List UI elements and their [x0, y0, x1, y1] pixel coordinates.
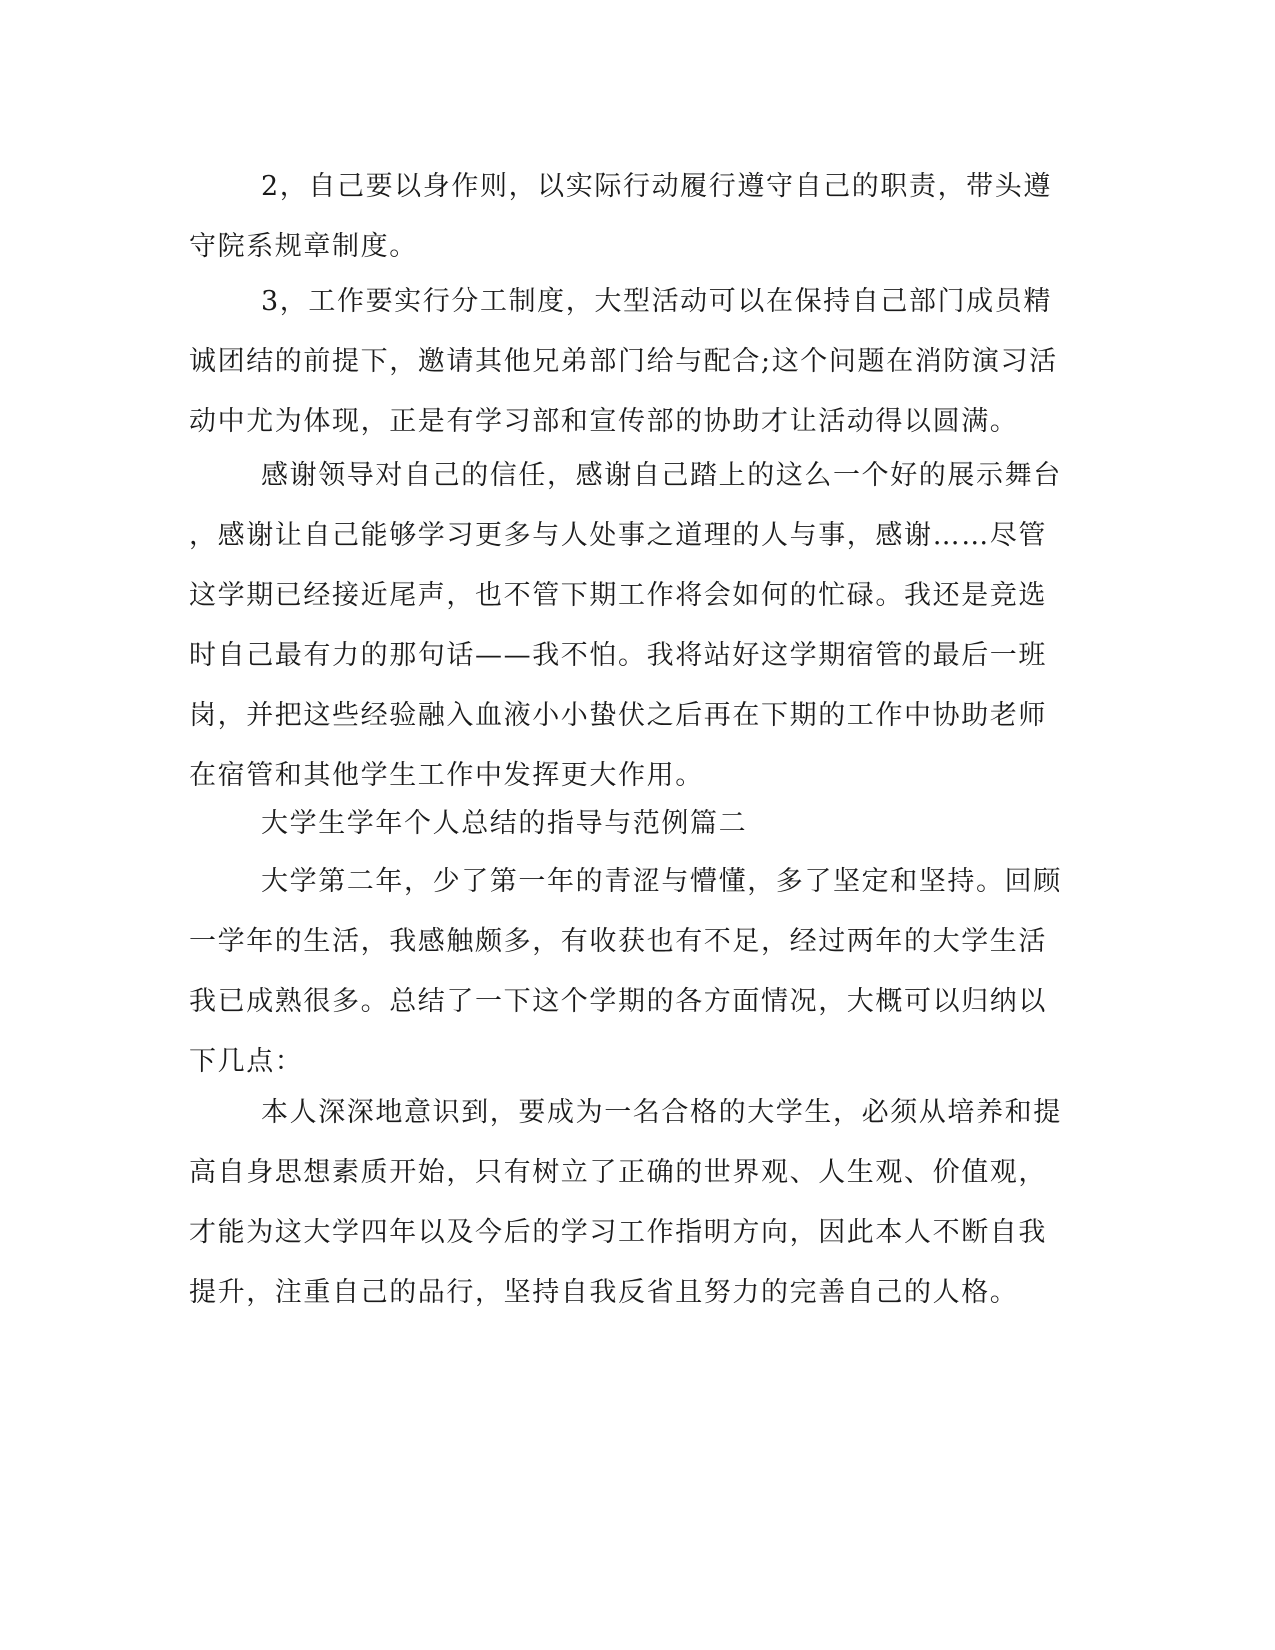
paragraph-self-improvement — [189, 1083, 1074, 1323]
text-line: 高自身思想素质开始，只有树立了正确的世界观、人生观、价值观， — [189, 1157, 1047, 1188]
text-line: 动中尤为体现，正是有学习部和宣传部的协助才让活动得以圆满。 — [189, 406, 1019, 437]
text-line: 3，工作要实行分工制度，大型活动可以在保持自己部门成员精 — [261, 286, 1052, 317]
text-line: 诚团结的前提下，邀请其他兄弟部门给与配合;这个问题在消防演习活 — [189, 346, 1058, 377]
text-line: 守院系规章制度。 — [189, 231, 418, 262]
text-line: 我已成熟很多。总结了一下这个学期的各方面情况，大概可以归纳以 — [189, 986, 1047, 1017]
text-line: ，感谢让自己能够学习更多与人处事之道理的人与事，感谢……尽管 — [189, 520, 1047, 551]
text-line: 在宿管和其他学生工作中发挥更大作用。 — [189, 760, 704, 791]
paragraph-self-discipline — [189, 157, 1074, 277]
text-line: 这学期已经接近尾声，也不管下期工作将会如何的忙碌。我还是竞选 — [189, 580, 1047, 611]
text-line: 大学第二年，少了第一年的青涩与懵懂，多了坚定和坚持。回顾 — [261, 866, 1062, 897]
paragraph-second-year — [189, 852, 1074, 1092]
heading-line: 大学生学年个人总结的指导与范例篇二 — [261, 808, 748, 839]
text-line: 提升，注重自己的品行，坚持自我反省且努力的完善自己的人格。 — [189, 1277, 1019, 1308]
text-line: 岗，并把这些经验融入血液小小蛰伏之后再在下期的工作中协助老师 — [189, 700, 1047, 731]
text-line: 才能为这大学四年以及今后的学习工作指明方向，因此本人不断自我 — [189, 1217, 1047, 1248]
paragraph-division-of-labor — [189, 272, 1074, 452]
paragraph-gratitude — [189, 446, 1074, 806]
text-line: 本人深深地意识到，要成为一名合格的大学生，必须从培养和提 — [261, 1097, 1062, 1128]
text-line: 时自己最有力的那句话——我不怕。我将站好这学期宿管的最后一班 — [189, 640, 1047, 671]
text-line: 感谢领导对自己的信任，感谢自己踏上的这么一个好的展示舞台 — [261, 460, 1062, 491]
text-line: 2，自己要以身作则，以实际行动履行遵守自己的职责，带头遵 — [261, 171, 1052, 202]
section-heading — [189, 794, 1074, 854]
text-line: 一学年的生活，我感触颇多，有收获也有不足，经过两年的大学生活 — [189, 926, 1047, 957]
text-line: 下几点： — [189, 1046, 304, 1077]
